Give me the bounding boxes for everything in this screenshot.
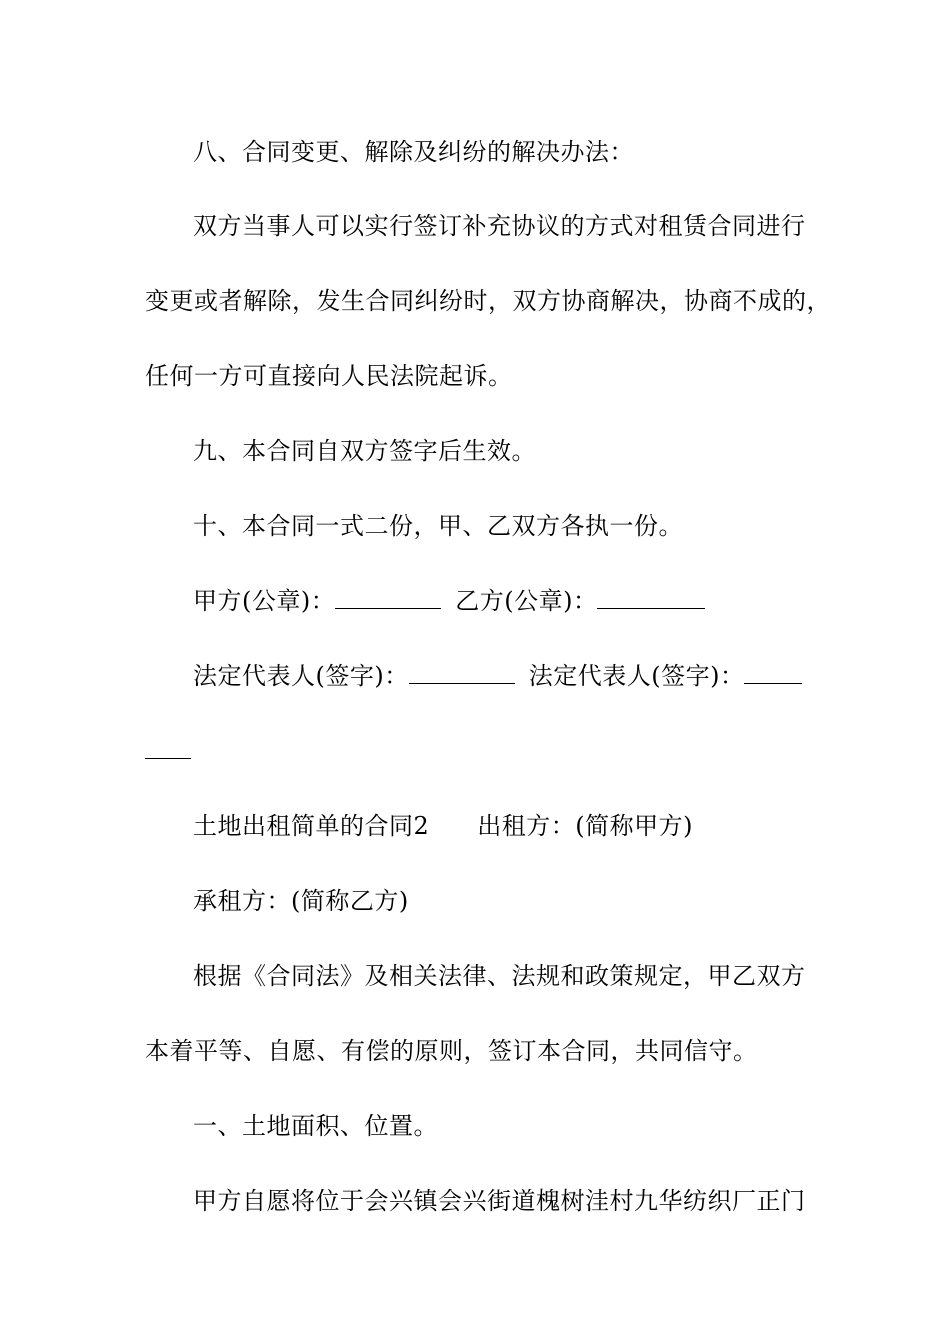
party-b-rep-blank [744,661,802,684]
clause-9: 九、本合同自双方签字后生效。 [193,437,536,465]
contract-2-header [193,810,693,842]
contract-title: 土地出租简单的合同2 [193,812,430,840]
paragraph-line: 变更或者解除，发生合同纠纷时，双方协商解决，协商不成的， [145,287,831,315]
clause-1-heading: 一、土地面积、位置。 [193,1112,438,1140]
party-a-rep-label: 法定代表人(签字)： [193,662,409,690]
paragraph-line: 任何一方可直接向人民法院起诉。 [145,362,513,390]
signature-line-continued [145,735,191,767]
seal-line [193,585,705,617]
clause-10: 十、本合同一式二份，甲、乙双方各执一份。 [193,512,683,540]
paragraph-line: 甲方自愿将位于会兴镇会兴街道槐树洼村九华纺织厂正门 [193,1187,806,1215]
lessee-label: 承租方：(简称乙方) [193,887,409,915]
party-a-seal-label: 甲方(公章)： [193,587,336,615]
paragraph-line: 双方当事人可以实行签订补充协议的方式对租赁合同进行 [193,212,806,240]
signature-line [193,660,802,692]
party-a-seal-blank [335,586,441,609]
party-b-rep-blank-continued [145,736,191,759]
party-b-rep-label: 法定代表人(签字)： [528,662,745,690]
paragraph-line: 根据《合同法》及相关法律、法规和政策规定，甲乙双方 [193,962,806,990]
party-b-seal-blank [597,586,705,609]
party-b-seal-label: 乙方(公章)： [455,587,598,615]
paragraph-line: 本着平等、自愿、有偿的原则，签订本合同，共同信守。 [145,1037,758,1065]
lessor-label: 出租方：(简称甲方) [477,812,694,840]
party-a-rep-blank [409,661,515,684]
clause-8-heading: 八、合同变更、解除及纠纷的解决办法： [193,138,634,166]
